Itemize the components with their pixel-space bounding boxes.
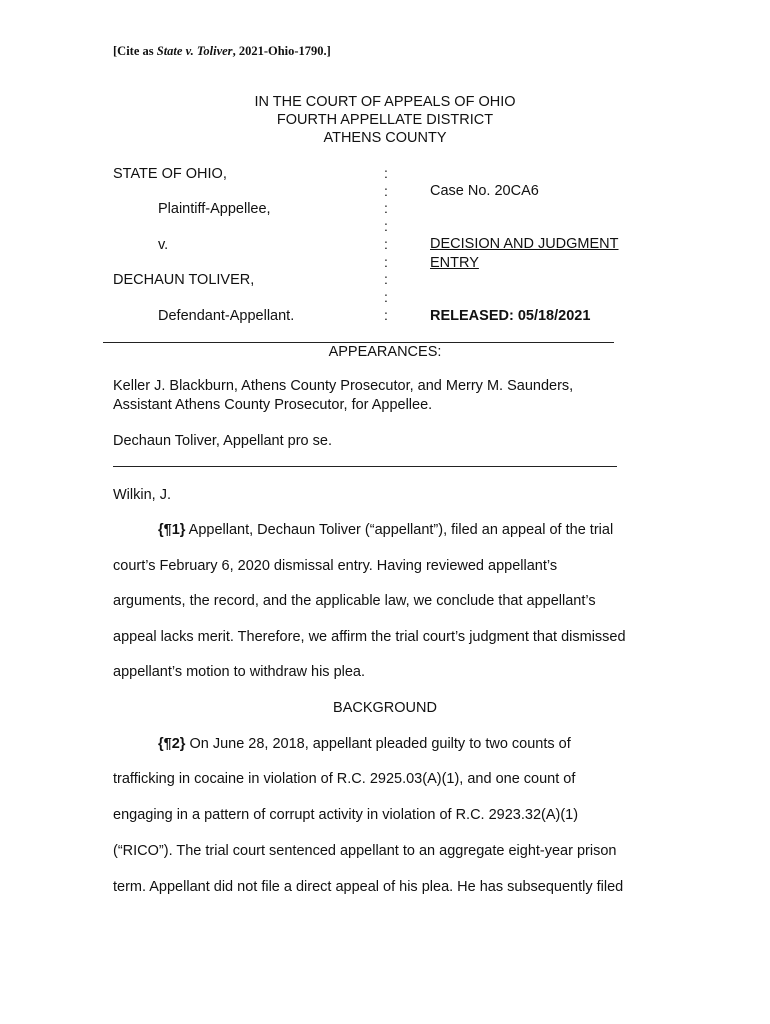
court-county: ATHENS COUNTY <box>323 130 447 146</box>
court-heading <box>0 93 770 147</box>
paragraph-1-line-3: arguments, the record, and the applicable law, we conclude that appellant’s <box>113 593 596 609</box>
paragraph-1-line-4: appeal lacks merit. Therefore, we affirm the trial court’s judgment that dismissed <box>113 629 626 645</box>
decision-title-line1: DECISION AND JUDGMENT <box>430 236 619 252</box>
paragraph-1-line-5: appellant’s motion to withdraw his plea. <box>113 664 366 680</box>
appearances-divider <box>113 466 617 467</box>
paragraph-2-text-1: On June 28, 2018, appellant pleaded guilty to two counts of <box>185 736 571 752</box>
plaintiff-role: Plaintiff-Appellee, <box>158 201 271 217</box>
plaintiff-name: STATE OF OHIO, <box>113 166 227 182</box>
paragraph-2-marker: {¶2} <box>158 736 186 752</box>
caption-divider <box>103 342 614 343</box>
appearances-heading <box>0 344 770 360</box>
citation-header <box>113 44 331 59</box>
appearance-appellee-line2: Assistant Athens County Prosecutor, for Appellee. <box>113 397 433 413</box>
cite-case-name: State v. Toliver <box>156 44 233 58</box>
paragraph-2-line-4: (“RICO”). The trial court sentenced appellant to an aggregate eight-year prison <box>113 843 617 859</box>
paragraph-1-marker: {¶1} <box>158 522 186 538</box>
paragraph-1-line-2: court’s February 6, 2020 dismissal entry. Having reviewed appellant’s <box>113 558 558 574</box>
appearances-heading-text: APPEARANCES: <box>328 344 442 360</box>
cite-prefix: [Cite as <box>113 44 157 58</box>
paragraph-2-line-1 <box>158 736 571 752</box>
appearance-appellee-line1: Keller J. Blackburn, Athens County Prosecutor, and Merry M. Saunders, <box>113 378 574 394</box>
background-heading: BACKGROUND <box>333 700 437 716</box>
release-date: RELEASED: 05/18/2021 <box>430 308 591 324</box>
decision-title-line2: ENTRY <box>430 255 479 271</box>
court-district: FOURTH APPELLATE DISTRICT <box>276 112 494 128</box>
paragraph-2-line-5: term. Appellant did not file a direct appeal of his plea. He has subsequently filed <box>113 879 624 895</box>
caption-colon-column: : : : : : : : : : <box>384 165 388 323</box>
paragraph-1-line-1 <box>158 522 613 538</box>
defendant-name: DECHAUN TOLIVER, <box>113 272 255 288</box>
appearance-appellant: Dechaun Toliver, Appellant pro se. <box>113 433 332 449</box>
opinion-author: Wilkin, J. <box>113 487 171 503</box>
cite-suffix: , 2021-Ohio-1790.] <box>232 44 331 58</box>
paragraph-2-line-2: trafficking in cocaine in violation of R.C. 2925.03(A)(1), and one count of <box>113 771 576 787</box>
paragraph-1-text-1: Appellant, Dechaun Toliver (“appellant”), filed an appeal of the trial <box>185 522 614 538</box>
paragraph-2-line-3: engaging in a pattern of corrupt activity in violation of R.C. 2923.32(A)(1) <box>113 807 579 823</box>
case-number: Case No. 20CA6 <box>430 183 539 199</box>
defendant-role: Defendant-Appellant. <box>158 308 295 324</box>
court-name: IN THE COURT OF APPEALS OF OHIO <box>254 94 516 110</box>
versus-label: v. <box>158 237 169 253</box>
